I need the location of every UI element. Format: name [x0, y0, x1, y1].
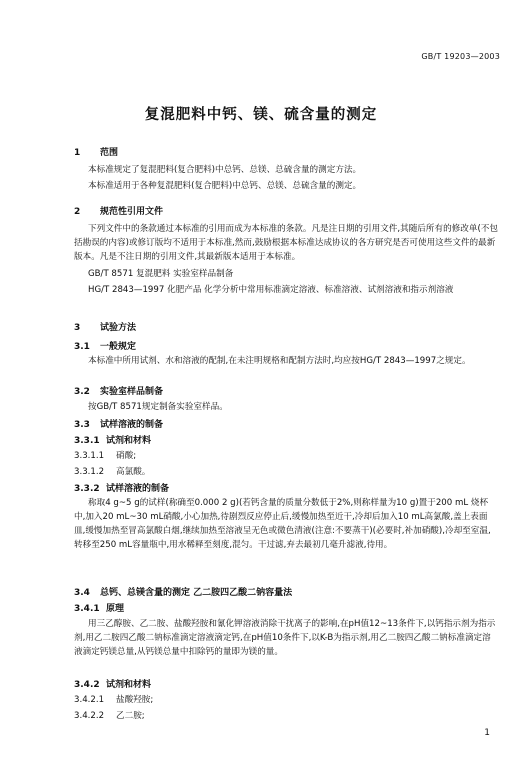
paragraph: 用三乙醇胺、乙二胺、盐酸羟胺和氰化钾溶液消除干扰离子的影响,在pH值12~13条件下,以钙指示剂为指示剂,用乙二胺四乙酸二钠标准滴定溶液滴定钙,在pH值10条件下,以K-B为指示剂,用乙二胺四乙酸二钠标准滴定溶液滴定钙镁总量,从钙镁总量中扣除钙的量即为镁的量。 [74, 619, 496, 657]
paragraph: 下列文件中的条款通过本标准的引用而成为本标准的条款。凡是注日期的引用文件,其随后所有的修改单(不包括勘误的内容)或修订版均不适用于本标准,然而,鼓励根据本标准达成协议的各方研究是否可使用这些文件的最新版本。凡是不注日期的引用文件,其最新版本适用于本标准。 [74, 224, 498, 262]
item-text: 乙二胺; [116, 711, 145, 721]
item-text: 高氯酸。 [116, 467, 151, 477]
section-number: 2 [74, 207, 81, 217]
section-title: 规范性引用文件 [100, 207, 164, 217]
subsection-heading [74, 339, 136, 352]
section-title: 试剂和材料 [106, 436, 152, 446]
paragraph: 称取4 g~5 g的试样(称确至0.000 2 g)(若钙含量的质量分数低于2%,则称样量为10 g)置于200 mL 烧杯中,加入20 mL~30 mL硝酸,小心加热,待剧烈反应停止后,缓慢加热至近干,冷却后加入10 mL高氯酸,盖上表面皿,缓慢加热至冒高氯酸白烟,继续加热至溶液呈无色或微色清液(注意:不要蒸干)(必要时,补加硝酸),冷却至室温,转移至250 mL容量瓶中,用水稀释至刻度,混匀。干过滤,弃去最初几毫升滤液,待用。 [74, 498, 491, 550]
subsection-heading [74, 384, 163, 397]
page-number: 1 [484, 728, 490, 738]
section-title: 试验方法 [100, 323, 137, 333]
paragraph: 本标准适用于各种复混肥料(复合肥料)中总钙、总镁、总硫含量的测定。 [88, 181, 362, 191]
section-2-heading [74, 204, 163, 217]
section-title: 总钙、总镁含量的测定 乙二胺四乙酸二钠容量法 [100, 588, 293, 598]
paragraph: 本标准规定了复混肥料(复合肥料)中总钙、总镁、总硫含量的测定方法。 [88, 165, 362, 175]
document-title: 复混肥料中钙、镁、硫含量的测定 [144, 107, 378, 123]
section-title: 试样溶液的制备 [100, 420, 164, 430]
subsection-heading [74, 417, 163, 430]
subsection-heading [74, 481, 169, 494]
item-text: 盐酸羟胺; [116, 695, 154, 705]
list-item [74, 465, 150, 477]
section-title: 试剂和材料 [106, 680, 152, 690]
subsection-heading [74, 677, 151, 690]
list-item [74, 709, 145, 721]
paragraph: 本标准中所用试剂、水和溶液的配制,在未注明规格和配制方法时,均应按HG/T 2843—1997之规定。 [88, 356, 471, 366]
item-number: 3.4.2.1 [74, 695, 105, 705]
item-number: 3.3.1.2 [74, 467, 105, 477]
section-3-heading [74, 320, 136, 333]
section-number: 3.3.2 [74, 484, 100, 494]
section-number: 3 [74, 323, 81, 333]
section-number: 3.3 [74, 420, 90, 430]
section-number: 3.4.1 [74, 604, 100, 614]
reference-item: GB/T 8571 复混肥料 实验室样品制备 [88, 269, 234, 279]
section-number: 3.1 [74, 342, 90, 352]
section-title: 范围 [100, 148, 119, 158]
item-text: 硝酸; [116, 451, 137, 461]
section-number: 3.2 [74, 387, 90, 397]
standard-number: GB/T 19203—2003 [421, 52, 500, 61]
section-number: 1 [74, 148, 81, 158]
section-title: 一般规定 [100, 342, 137, 352]
subsection-heading [74, 585, 292, 598]
subsection-heading [74, 433, 151, 446]
section-number: 3.4 [74, 588, 90, 598]
reference-item: HG/T 2843—1997 化肥产品 化学分析中常用标准滴定溶液、标准溶液、试剂溶液和指示剂溶液 [88, 285, 454, 295]
section-number: 3.4.2 [74, 680, 100, 690]
section-number: 3.3.1 [74, 436, 100, 446]
section-title: 试样溶液的制备 [106, 484, 170, 494]
section-title: 实验室样品制备 [100, 387, 164, 397]
section-title: 原理 [106, 604, 125, 614]
section-1-heading [74, 145, 118, 158]
item-number: 3.4.2.2 [74, 711, 105, 721]
subsection-heading [74, 601, 124, 614]
paragraph: 按GB/T 8571规定制备实验室样品。 [88, 402, 228, 412]
list-item [74, 693, 153, 705]
item-number: 3.3.1.1 [74, 451, 105, 461]
list-item [74, 449, 136, 461]
